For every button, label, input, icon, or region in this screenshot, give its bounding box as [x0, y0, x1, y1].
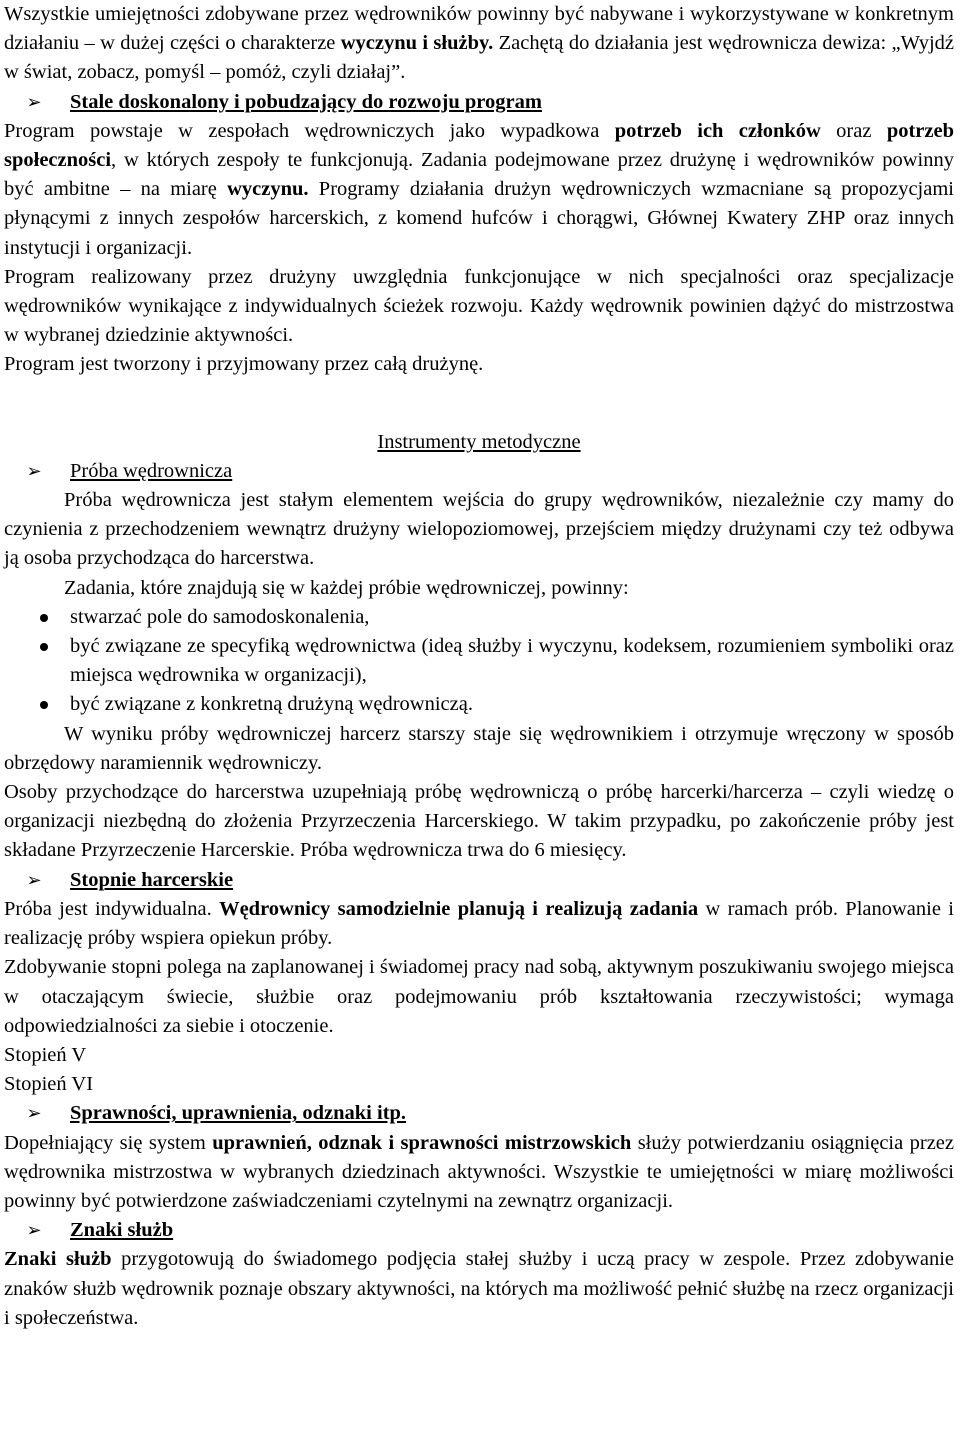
- proba-task-list: [4, 603, 954, 720]
- list-item-text: stwarzać pole do samodoskonalenia,: [70, 605, 370, 628]
- dot-bullet-icon: [40, 643, 48, 651]
- text-run: Programy działania drużyn wędrowniczych wzmacniane są propozycjami płynącymi z innych zespołów harcerskich, z komend hufców i chorągwi, Głównej Kwatery ZHP oraz innych instytucji i organizacji.: [4, 178, 954, 259]
- bold-run: uprawnień, odznak i sprawności mistrzowskich: [212, 1131, 632, 1154]
- text-run: przygotowują do świadomego podjęcia stałej służby i uczą pracy w zespole. Przez zdobywanie znaków służb wędrownik poznaje obszary aktywności, na których ma możliwość pełnić służbę na rzecz organizacji i społeczeństwa.: [4, 1248, 954, 1329]
- intro-paragraph: [4, 0, 954, 88]
- list-item-text: być związane ze specyfiką wędrownictwa (ideą służby i wyczynu, kodeksem, rozumieniem symboliki oraz miejsca wędrownika w organizacji),: [70, 635, 954, 687]
- stopnie-paragraph-1: [4, 895, 954, 953]
- sprawnosci-paragraph: [4, 1129, 954, 1217]
- bold-run: potrzeb społeczności: [4, 119, 954, 172]
- arrow-bullet-icon: ➢: [26, 1220, 42, 1242]
- intro-text-bold: wyczynu i służby.: [340, 32, 494, 55]
- dot-bullet-icon: [40, 701, 48, 709]
- stopnie-paragraph-2: Zdobywanie stopni polega na zaplanowanej i świadomej pracy nad sobą, aktywnym poszukiwaniu swojego miejsca w otaczającym świecie, służbie oraz podejmowaniu prób kształtowania rzeczywistości; wymaga odpowiedzialności za siebie i otoczenie.: [4, 956, 954, 1037]
- stopnie-heading-text: Stopnie harcerskie: [70, 868, 234, 891]
- program-paragraph-1: [4, 117, 954, 263]
- list-item-text: być związane z konkretną drużyną wędrowniczą.: [70, 693, 473, 716]
- znaki-heading: [4, 1216, 954, 1245]
- text-run: , w których zespoły te funkcjonują. Zadania podejmowane przez drużynę i wędrowników powinny być ambitne – na miarę: [4, 149, 954, 201]
- bold-run: potrzeb ich członków: [614, 119, 821, 142]
- text-run: Dopełniający się system: [4, 1131, 213, 1154]
- instrumenty-title: Instrumenty metodyczne: [377, 430, 581, 453]
- bold-run: Wędrownicy samodzielnie planują i realizują zadania: [219, 897, 699, 920]
- proba-heading-text: Próba wędrownicza: [70, 459, 233, 482]
- text-run: służy potwierdzaniu osiągnięcia przez wędrownika mistrzostwa w wybranych dziedzinach aktywności. Wszystkie te umiejętności w miarę możliwości powinny być potwierdzone zaświadczeniami czytelnymi na zewnątrz organizacji.: [4, 1131, 954, 1212]
- text-run: Program powstaje w zespołach wędrowniczych jako wypadkowa: [4, 119, 615, 142]
- arrow-bullet-icon: ➢: [26, 869, 42, 891]
- stopien-v: Stopień V: [4, 1043, 87, 1066]
- program-paragraph-3: Program jest tworzony i przyjmowany przez całą drużynę.: [4, 353, 484, 376]
- program-paragraph-2: Program realizowany przez drużyny uwzględnia funkcjonujące w nich specjalności oraz specjalizacje wędrowników wynikające z indywidualnych ścieżek rozwoju. Każdy wędrownik powinien dążyć do mistrzostwa w wybranej dziedzinie aktywności.: [4, 265, 954, 347]
- sprawnosci-heading-text: Sprawności, uprawnienia, odznaki itp.: [70, 1102, 407, 1125]
- bold-run: Znaki służb: [4, 1248, 112, 1271]
- arrow-bullet-icon: ➢: [26, 91, 42, 113]
- text-run: oraz: [820, 119, 887, 142]
- sprawnosci-heading: [4, 1099, 954, 1128]
- list-item: [4, 690, 954, 719]
- program-heading: [4, 88, 954, 117]
- program-heading-text: Stale doskonalony i pobudzający do rozwoju program: [70, 90, 542, 113]
- list-item: [4, 603, 954, 632]
- znaki-heading-text: Znaki służb: [70, 1219, 174, 1242]
- stopnie-heading: [4, 866, 954, 895]
- list-item: [4, 632, 954, 690]
- text-run: Próba jest indywidualna.: [4, 897, 220, 920]
- proba-paragraph-4: Osoby przychodzące do harcerstwa uzupełniają próbę wędrowniczą o próbę harcerki/harcerza – czyli wiedzę o organizacji niezbędną do złożenia Przyrzeczenia Harcerskiego. W takim przypadku, po zakończenie próby jest składane Przyrzeczenie Harcerskie. Próba wędrownicza trwa do 6 miesięcy.: [4, 781, 954, 862]
- arrow-bullet-icon: ➢: [26, 1103, 42, 1125]
- proba-heading: [4, 457, 954, 486]
- text-run: w ramach prób. Planowanie i realizację próby wspiera opiekun próby.: [4, 897, 954, 950]
- proba-paragraph-1: Próba wędrownicza jest stałym elementem wejścia do grupy wędrowników, niezależnie czy mamy do czynienia z przechodzeniem wewnątrz drużyny wielopoziomowej, przejściem między drużynami czy też odbywa ją osoba przychodząca do harcerstwa.: [4, 489, 954, 570]
- intro-text-1: Wszystkie umiejętności zdobywane przez wędrowników powinny być nabywane i wykorzystywane w konkretnym działaniu – w dużej części o charakterze: [4, 3, 954, 55]
- znaki-paragraph: [4, 1245, 954, 1333]
- dot-bullet-icon: [40, 614, 48, 622]
- proba-paragraph-3: W wyniku próby wędrowniczej harcerz starszy staje się wędrownikiem i otrzymuje wręczony w sposób obrzędowy naramiennik wędrowniczy.: [4, 722, 954, 774]
- stopien-vi: Stopień VI: [4, 1073, 94, 1096]
- bold-run: wyczynu.: [227, 178, 309, 201]
- arrow-bullet-icon: ➢: [26, 460, 42, 482]
- proba-paragraph-2: Zadania, które znajdują się w każdej próbie wędrowniczej, powinny:: [64, 576, 629, 599]
- intro-text-2: Zachętą do działania jest wędrownicza dewiza: „Wyjdź w świat, zobacz, pomyśl – pomóż, czyli działaj”.: [4, 32, 955, 84]
